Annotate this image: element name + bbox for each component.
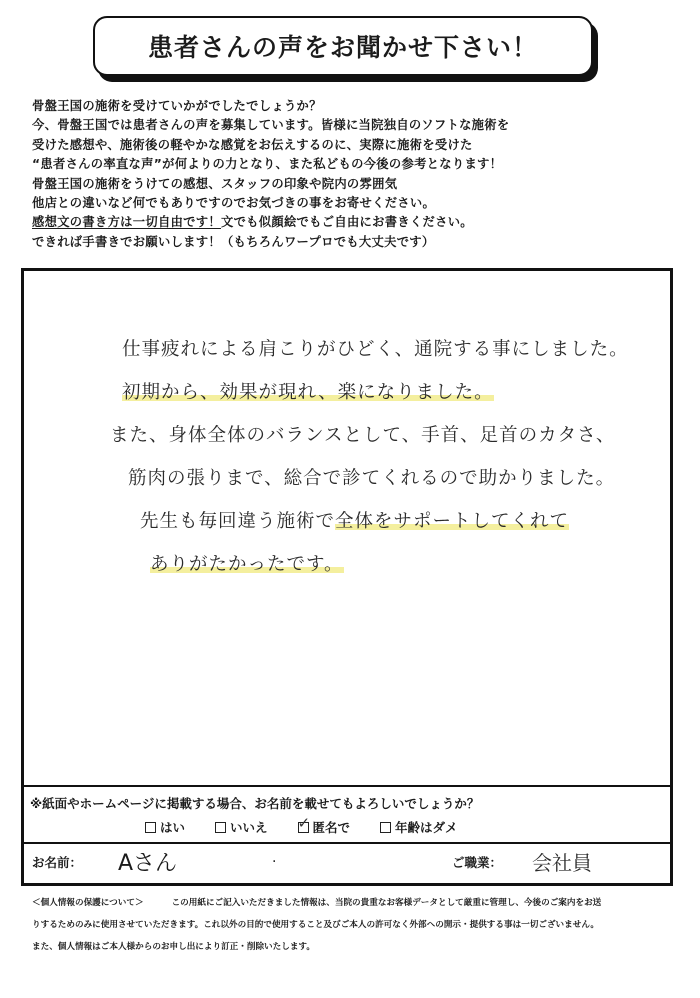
consent-options — [145, 818, 458, 836]
option-label: いいえ — [230, 820, 268, 835]
name-label: お名前： — [32, 855, 83, 870]
intro-line: 受けた感想や、施術後の軽やかな感覚をお伝えするのに、実際に施術を受けた — [32, 137, 473, 152]
intro-text — [32, 97, 672, 252]
consent-question: ※紙面やホームページに掲載する場合、お名前を載せてもよろしいでしょうか？ — [30, 796, 480, 811]
privacy-text: この用紙にご記入いただきました情報は、当院の貴重なお客様データとして厳重に管理し、今後のご案内をお送 — [171, 898, 602, 908]
option-label: 年齢はダメ — [395, 820, 458, 835]
intro-free-note-line — [32, 213, 672, 232]
free-note: 感想文の書き方は一切自由です！ — [32, 215, 221, 230]
highlighted-text: 全体をサポートしてくれて — [335, 511, 570, 532]
option-no-age[interactable] — [380, 818, 458, 836]
privacy-line: りするためのみに使用させていただきます。これ以外の目的で使用すること及びご本人の許可なく外部への開示・提供する事は一切ございません。 — [32, 920, 600, 930]
occupation-label: ご職業： — [452, 855, 503, 870]
handwritten-comment — [110, 328, 650, 586]
privacy-line — [32, 892, 672, 914]
occupation-value: 会社員 — [532, 851, 592, 875]
checkbox-checked[interactable] — [298, 822, 309, 833]
checkbox[interactable] — [215, 822, 226, 833]
handwritten-line — [140, 500, 650, 543]
checkbox[interactable] — [145, 822, 156, 833]
name-value: Aさん — [118, 851, 178, 876]
page-title: 患者さんの声をお聞かせ下さい！ — [147, 33, 538, 62]
handwritten-fragment: 先生も毎回違う施術で — [140, 511, 336, 532]
consent-divider — [21, 785, 673, 787]
handwritten-line: 筋肉の張りまで、総合で診てくれるので助かりました。 — [128, 468, 616, 489]
name-mark: . — [272, 850, 277, 866]
highlighted-text: ありがたかったです。 — [150, 554, 344, 575]
option-label: 匿名で — [312, 820, 351, 835]
intro-line: 他店との違いなど何でもありですのでお気づきの事をお寄せください。 — [32, 196, 436, 211]
highlighted-text: 初期から、効果が現れ、楽になりました。 — [122, 382, 494, 403]
handwritten-line — [150, 543, 650, 586]
intro-line: 骨盤王国の施術を受けていかがでしたでしょうか？ — [32, 99, 322, 113]
intro-line: 今、骨盤王国では患者さんの声を募集しています。皆様に当院独自のソフトな施術を — [32, 118, 510, 133]
privacy-heading: ＜個人情報の保護について＞ — [32, 898, 144, 908]
option-no[interactable] — [215, 818, 268, 836]
checkbox[interactable] — [380, 822, 391, 833]
name-divider — [21, 842, 673, 844]
privacy-line: また、個人情報はご本人様からのお申し出により訂正・削除いたします。 — [32, 942, 315, 952]
handwritten-line — [122, 371, 650, 414]
handwritten-line: また、身体全体のバランスとして、手首、足首のカタさ、 — [110, 425, 616, 446]
title-box — [93, 16, 593, 76]
option-label: はい — [160, 820, 186, 835]
handwrite-note: できれば手書きでお願いします！（もちろんワープロでも大丈夫です） — [32, 234, 435, 249]
free-note-rest: 文でも似顔絵でもご自由にお書きください。 — [220, 215, 473, 230]
intro-line: “患者さんの率直な声”が何よりの力となり、また私どもの今後の参考となります！ — [32, 157, 503, 172]
handwritten-line: 仕事疲れによる肩こりがひどく、通院する事にしました。 — [122, 339, 629, 360]
option-yes[interactable] — [145, 818, 185, 836]
intro-line: 骨盤王国の施術をうけての感想、スタッフの印象や院内の雰囲気 — [32, 176, 398, 191]
option-anonymous[interactable] — [298, 818, 351, 836]
privacy-notice — [32, 892, 672, 958]
